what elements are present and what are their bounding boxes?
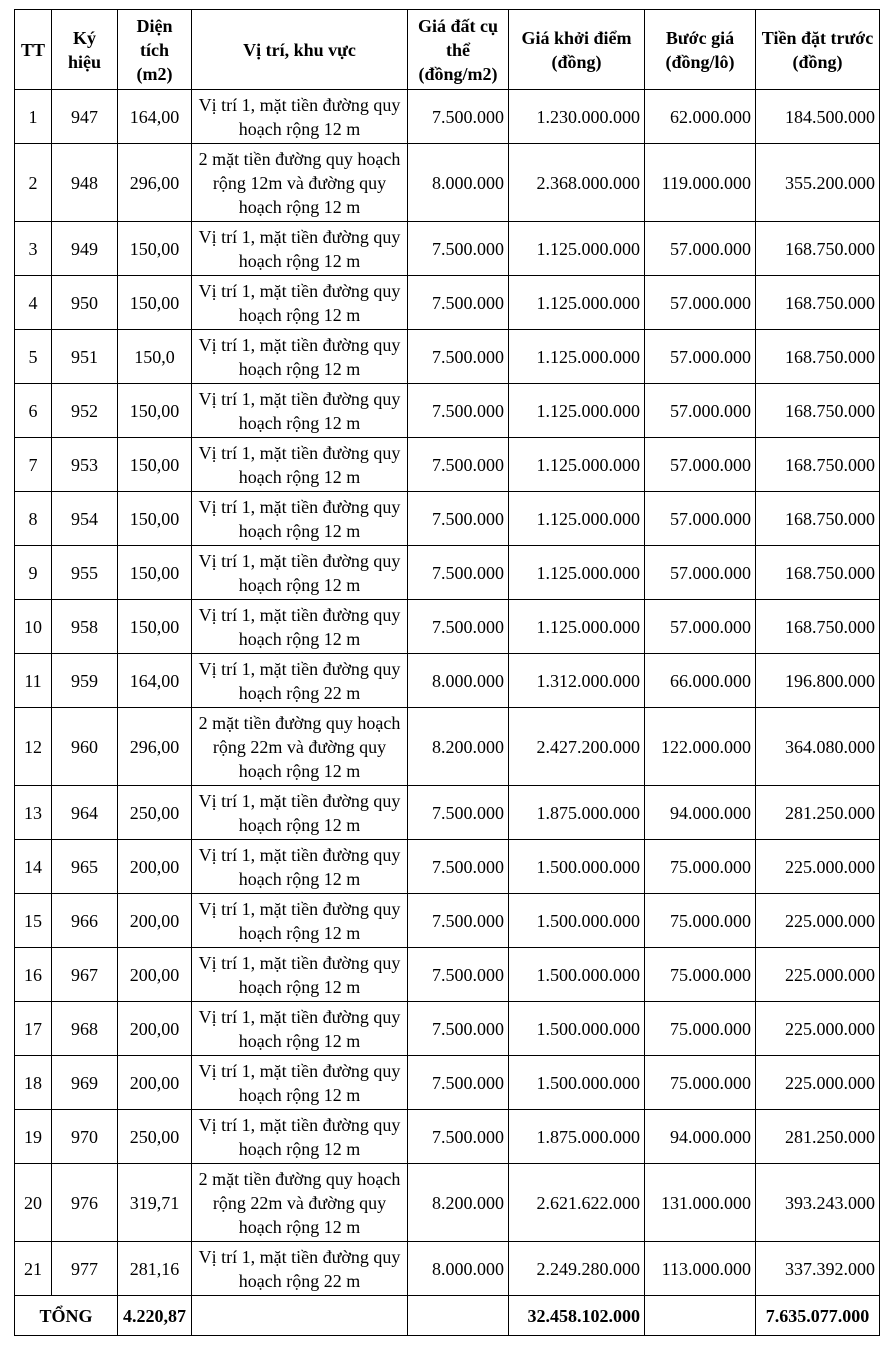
cell-gia-dat: 7.500.000 bbox=[408, 222, 509, 276]
cell-vi-tri: Vị trí 1, mặt tiền đường quy hoạch rộng 12 m bbox=[192, 546, 408, 600]
cell-buoc-gia: 57.000.000 bbox=[645, 384, 756, 438]
cell-ky-hieu: 947 bbox=[52, 90, 118, 144]
cell-gia-khoi-diem: 1.125.000.000 bbox=[509, 276, 645, 330]
cell-gia-dat: 7.500.000 bbox=[408, 1002, 509, 1056]
table-row bbox=[15, 90, 880, 144]
cell-tien-dat-truoc: 281.250.000 bbox=[756, 786, 880, 840]
cell-tien-dat-truoc: 168.750.000 bbox=[756, 438, 880, 492]
cell-ky-hieu: 967 bbox=[52, 948, 118, 1002]
cell-tien-dat-truoc: 225.000.000 bbox=[756, 1002, 880, 1056]
cell-gia-khoi-diem: 2.621.622.000 bbox=[509, 1164, 645, 1242]
cell-gia-khoi-diem: 1.125.000.000 bbox=[509, 546, 645, 600]
cell-tt: 14 bbox=[15, 840, 52, 894]
cell-tt: 5 bbox=[15, 330, 52, 384]
table-row bbox=[15, 600, 880, 654]
cell-gia-khoi-diem: 1.312.000.000 bbox=[509, 654, 645, 708]
table-row bbox=[15, 276, 880, 330]
cell-buoc-gia: 57.000.000 bbox=[645, 546, 756, 600]
cell-tien-dat-truoc: 225.000.000 bbox=[756, 894, 880, 948]
cell-tien-dat-truoc: 168.750.000 bbox=[756, 222, 880, 276]
cell-buoc-gia: 131.000.000 bbox=[645, 1164, 756, 1242]
cell-vi-tri: Vị trí 1, mặt tiền đường quy hoạch rộng 12 m bbox=[192, 276, 408, 330]
cell-tien-dat-truoc: 168.750.000 bbox=[756, 600, 880, 654]
cell-tt: 11 bbox=[15, 654, 52, 708]
cell-gia-khoi-diem: 1.500.000.000 bbox=[509, 894, 645, 948]
cell-tt: 13 bbox=[15, 786, 52, 840]
cell-dien-tich: 296,00 bbox=[118, 144, 192, 222]
header-gia-khoi-diem: Giá khởi điểm (đồng) bbox=[509, 10, 645, 90]
table-row bbox=[15, 492, 880, 546]
cell-tien-dat-truoc: 168.750.000 bbox=[756, 330, 880, 384]
cell-gia-dat: 7.500.000 bbox=[408, 600, 509, 654]
cell-buoc-gia: 57.000.000 bbox=[645, 276, 756, 330]
cell-vi-tri: Vị trí 1, mặt tiền đường quy hoạch rộng 12 m bbox=[192, 492, 408, 546]
cell-tien-dat-truoc: 168.750.000 bbox=[756, 546, 880, 600]
total-label: TỔNG bbox=[15, 1296, 118, 1336]
cell-tt: 6 bbox=[15, 384, 52, 438]
cell-gia-dat: 7.500.000 bbox=[408, 948, 509, 1002]
cell-gia-khoi-diem: 1.500.000.000 bbox=[509, 948, 645, 1002]
cell-ky-hieu: 968 bbox=[52, 1002, 118, 1056]
cell-tt: 17 bbox=[15, 1002, 52, 1056]
header-ky-hieu: Ký hiệu bbox=[52, 10, 118, 90]
cell-gia-khoi-diem: 1.125.000.000 bbox=[509, 600, 645, 654]
table-row bbox=[15, 1002, 880, 1056]
table-row bbox=[15, 438, 880, 492]
header-tt: TT bbox=[15, 10, 52, 90]
cell-buoc-gia: 57.000.000 bbox=[645, 330, 756, 384]
cell-dien-tich: 164,00 bbox=[118, 654, 192, 708]
table-row bbox=[15, 546, 880, 600]
cell-tien-dat-truoc: 225.000.000 bbox=[756, 948, 880, 1002]
cell-buoc-gia: 94.000.000 bbox=[645, 786, 756, 840]
cell-dien-tich: 164,00 bbox=[118, 90, 192, 144]
cell-dien-tich: 150,00 bbox=[118, 546, 192, 600]
total-row bbox=[15, 1296, 880, 1336]
header-vi-tri: Vị trí, khu vực bbox=[192, 10, 408, 90]
cell-gia-dat: 7.500.000 bbox=[408, 492, 509, 546]
cell-gia-khoi-diem: 2.427.200.000 bbox=[509, 708, 645, 786]
cell-gia-dat: 7.500.000 bbox=[408, 840, 509, 894]
cell-tt: 18 bbox=[15, 1056, 52, 1110]
cell-ky-hieu: 965 bbox=[52, 840, 118, 894]
table-row bbox=[15, 708, 880, 786]
cell-tien-dat-truoc: 337.392.000 bbox=[756, 1242, 880, 1296]
total-empty-cell bbox=[408, 1296, 509, 1336]
cell-gia-khoi-diem: 2.368.000.000 bbox=[509, 144, 645, 222]
cell-vi-tri: Vị trí 1, mặt tiền đường quy hoạch rộng 12 m bbox=[192, 330, 408, 384]
cell-vi-tri: 2 mặt tiền đường quy hoạch rộng 22m và đường quy hoạch rộng 12 m bbox=[192, 1164, 408, 1242]
cell-tt: 7 bbox=[15, 438, 52, 492]
cell-dien-tich: 200,00 bbox=[118, 840, 192, 894]
cell-dien-tich: 250,00 bbox=[118, 1110, 192, 1164]
cell-tt: 1 bbox=[15, 90, 52, 144]
header-tien-dat-truoc: Tiền đặt trước (đồng) bbox=[756, 10, 880, 90]
cell-buoc-gia: 75.000.000 bbox=[645, 1056, 756, 1110]
cell-buoc-gia: 122.000.000 bbox=[645, 708, 756, 786]
cell-buoc-gia: 75.000.000 bbox=[645, 948, 756, 1002]
cell-tt: 4 bbox=[15, 276, 52, 330]
table-row bbox=[15, 654, 880, 708]
table-row bbox=[15, 384, 880, 438]
cell-vi-tri: Vị trí 1, mặt tiền đường quy hoạch rộng 12 m bbox=[192, 384, 408, 438]
cell-buoc-gia: 75.000.000 bbox=[645, 840, 756, 894]
cell-gia-dat: 7.500.000 bbox=[408, 330, 509, 384]
cell-vi-tri: Vị trí 1, mặt tiền đường quy hoạch rộng 12 m bbox=[192, 786, 408, 840]
cell-gia-khoi-diem: 1.230.000.000 bbox=[509, 90, 645, 144]
cell-gia-dat: 7.500.000 bbox=[408, 1056, 509, 1110]
cell-tien-dat-truoc: 355.200.000 bbox=[756, 144, 880, 222]
cell-ky-hieu: 948 bbox=[52, 144, 118, 222]
cell-gia-dat: 7.500.000 bbox=[408, 384, 509, 438]
cell-buoc-gia: 57.000.000 bbox=[645, 600, 756, 654]
cell-gia-khoi-diem: 1.125.000.000 bbox=[509, 438, 645, 492]
table-row bbox=[15, 1164, 880, 1242]
cell-ky-hieu: 976 bbox=[52, 1164, 118, 1242]
cell-dien-tich: 200,00 bbox=[118, 948, 192, 1002]
cell-dien-tich: 319,71 bbox=[118, 1164, 192, 1242]
cell-tt: 12 bbox=[15, 708, 52, 786]
cell-dien-tich: 150,00 bbox=[118, 276, 192, 330]
cell-gia-dat: 7.500.000 bbox=[408, 438, 509, 492]
header-row bbox=[15, 10, 880, 90]
cell-buoc-gia: 66.000.000 bbox=[645, 654, 756, 708]
cell-vi-tri: Vị trí 1, mặt tiền đường quy hoạch rộng 12 m bbox=[192, 1110, 408, 1164]
table-row bbox=[15, 144, 880, 222]
cell-ky-hieu: 959 bbox=[52, 654, 118, 708]
cell-tt: 16 bbox=[15, 948, 52, 1002]
cell-tien-dat-truoc: 393.243.000 bbox=[756, 1164, 880, 1242]
cell-tt: 8 bbox=[15, 492, 52, 546]
cell-vi-tri: Vị trí 1, mặt tiền đường quy hoạch rộng 12 m bbox=[192, 222, 408, 276]
total-empty-cell bbox=[645, 1296, 756, 1336]
cell-ky-hieu: 952 bbox=[52, 384, 118, 438]
cell-ky-hieu: 964 bbox=[52, 786, 118, 840]
cell-buoc-gia: 57.000.000 bbox=[645, 492, 756, 546]
cell-tien-dat-truoc: 168.750.000 bbox=[756, 276, 880, 330]
cell-tt: 19 bbox=[15, 1110, 52, 1164]
cell-tien-dat-truoc: 184.500.000 bbox=[756, 90, 880, 144]
cell-tt: 10 bbox=[15, 600, 52, 654]
total-dien-tich: 4.220,87 bbox=[118, 1296, 192, 1336]
cell-gia-khoi-diem: 1.500.000.000 bbox=[509, 1002, 645, 1056]
cell-buoc-gia: 75.000.000 bbox=[645, 894, 756, 948]
cell-ky-hieu: 970 bbox=[52, 1110, 118, 1164]
cell-ky-hieu: 960 bbox=[52, 708, 118, 786]
cell-ky-hieu: 958 bbox=[52, 600, 118, 654]
cell-gia-khoi-diem: 1.125.000.000 bbox=[509, 492, 645, 546]
header-dien-tich: Diện tích (m2) bbox=[118, 10, 192, 90]
cell-gia-khoi-diem: 1.875.000.000 bbox=[509, 786, 645, 840]
cell-dien-tich: 250,00 bbox=[118, 786, 192, 840]
table-row bbox=[15, 786, 880, 840]
cell-tien-dat-truoc: 364.080.000 bbox=[756, 708, 880, 786]
cell-gia-khoi-diem: 1.125.000.000 bbox=[509, 330, 645, 384]
cell-vi-tri: Vị trí 1, mặt tiền đường quy hoạch rộng 22 m bbox=[192, 654, 408, 708]
cell-tien-dat-truoc: 168.750.000 bbox=[756, 492, 880, 546]
cell-tt: 15 bbox=[15, 894, 52, 948]
cell-vi-tri: 2 mặt tiền đường quy hoạch rộng 22m và đường quy hoạch rộng 12 m bbox=[192, 708, 408, 786]
cell-gia-khoi-diem: 2.249.280.000 bbox=[509, 1242, 645, 1296]
cell-dien-tich: 150,0 bbox=[118, 330, 192, 384]
table-row bbox=[15, 330, 880, 384]
cell-vi-tri: Vị trí 1, mặt tiền đường quy hoạch rộng 12 m bbox=[192, 948, 408, 1002]
cell-dien-tich: 150,00 bbox=[118, 222, 192, 276]
cell-vi-tri: Vị trí 1, mặt tiền đường quy hoạch rộng 12 m bbox=[192, 90, 408, 144]
cell-gia-dat: 7.500.000 bbox=[408, 546, 509, 600]
cell-tien-dat-truoc: 168.750.000 bbox=[756, 384, 880, 438]
table-row bbox=[15, 840, 880, 894]
cell-gia-dat: 7.500.000 bbox=[408, 276, 509, 330]
cell-dien-tich: 200,00 bbox=[118, 1002, 192, 1056]
cell-gia-khoi-diem: 1.125.000.000 bbox=[509, 222, 645, 276]
cell-vi-tri: Vị trí 1, mặt tiền đường quy hoạch rộng 12 m bbox=[192, 438, 408, 492]
header-buoc-gia: Bước giá (đồng/lô) bbox=[645, 10, 756, 90]
cell-buoc-gia: 94.000.000 bbox=[645, 1110, 756, 1164]
cell-tt: 3 bbox=[15, 222, 52, 276]
cell-buoc-gia: 113.000.000 bbox=[645, 1242, 756, 1296]
cell-ky-hieu: 969 bbox=[52, 1056, 118, 1110]
cell-buoc-gia: 57.000.000 bbox=[645, 222, 756, 276]
cell-ky-hieu: 950 bbox=[52, 276, 118, 330]
table-row bbox=[15, 948, 880, 1002]
cell-vi-tri: Vị trí 1, mặt tiền đường quy hoạch rộng 12 m bbox=[192, 894, 408, 948]
cell-gia-khoi-diem: 1.125.000.000 bbox=[509, 384, 645, 438]
cell-gia-dat: 8.000.000 bbox=[408, 1242, 509, 1296]
cell-vi-tri: Vị trí 1, mặt tiền đường quy hoạch rộng 12 m bbox=[192, 840, 408, 894]
cell-gia-dat: 7.500.000 bbox=[408, 894, 509, 948]
cell-vi-tri: Vị trí 1, mặt tiền đường quy hoạch rộng 12 m bbox=[192, 1056, 408, 1110]
cell-ky-hieu: 949 bbox=[52, 222, 118, 276]
cell-gia-dat: 7.500.000 bbox=[408, 1110, 509, 1164]
cell-gia-dat: 8.000.000 bbox=[408, 654, 509, 708]
cell-vi-tri: Vị trí 1, mặt tiền đường quy hoạch rộng 22 m bbox=[192, 1242, 408, 1296]
cell-dien-tich: 150,00 bbox=[118, 384, 192, 438]
cell-dien-tich: 150,00 bbox=[118, 438, 192, 492]
cell-gia-khoi-diem: 1.500.000.000 bbox=[509, 1056, 645, 1110]
table-row bbox=[15, 894, 880, 948]
cell-dien-tich: 200,00 bbox=[118, 1056, 192, 1110]
total-gia-khoi-diem: 32.458.102.000 bbox=[509, 1296, 645, 1336]
cell-vi-tri: 2 mặt tiền đường quy hoạch rộng 12m và đường quy hoạch rộng 12 m bbox=[192, 144, 408, 222]
cell-tt: 9 bbox=[15, 546, 52, 600]
cell-tien-dat-truoc: 281.250.000 bbox=[756, 1110, 880, 1164]
table-row bbox=[15, 1110, 880, 1164]
cell-ky-hieu: 977 bbox=[52, 1242, 118, 1296]
cell-vi-tri: Vị trí 1, mặt tiền đường quy hoạch rộng 12 m bbox=[192, 1002, 408, 1056]
cell-dien-tich: 296,00 bbox=[118, 708, 192, 786]
cell-buoc-gia: 119.000.000 bbox=[645, 144, 756, 222]
table-row bbox=[15, 1242, 880, 1296]
cell-ky-hieu: 953 bbox=[52, 438, 118, 492]
cell-dien-tich: 281,16 bbox=[118, 1242, 192, 1296]
cell-gia-dat: 8.200.000 bbox=[408, 708, 509, 786]
cell-buoc-gia: 57.000.000 bbox=[645, 438, 756, 492]
cell-gia-dat: 7.500.000 bbox=[408, 786, 509, 840]
cell-gia-dat: 7.500.000 bbox=[408, 90, 509, 144]
cell-ky-hieu: 966 bbox=[52, 894, 118, 948]
cell-gia-khoi-diem: 1.500.000.000 bbox=[509, 840, 645, 894]
cell-gia-khoi-diem: 1.875.000.000 bbox=[509, 1110, 645, 1164]
cell-ky-hieu: 955 bbox=[52, 546, 118, 600]
cell-tien-dat-truoc: 225.000.000 bbox=[756, 1056, 880, 1110]
cell-gia-dat: 8.200.000 bbox=[408, 1164, 509, 1242]
total-tien-dat-truoc: 7.635.077.000 bbox=[756, 1296, 880, 1336]
cell-tien-dat-truoc: 196.800.000 bbox=[756, 654, 880, 708]
cell-vi-tri: Vị trí 1, mặt tiền đường quy hoạch rộng 12 m bbox=[192, 600, 408, 654]
table-row bbox=[15, 1056, 880, 1110]
cell-dien-tich: 200,00 bbox=[118, 894, 192, 948]
cell-tt: 21 bbox=[15, 1242, 52, 1296]
table-row bbox=[15, 222, 880, 276]
cell-gia-dat: 8.000.000 bbox=[408, 144, 509, 222]
cell-tien-dat-truoc: 225.000.000 bbox=[756, 840, 880, 894]
cell-tt: 2 bbox=[15, 144, 52, 222]
land-auction-table bbox=[14, 9, 880, 1336]
cell-ky-hieu: 951 bbox=[52, 330, 118, 384]
total-empty-cell bbox=[192, 1296, 408, 1336]
cell-tt: 20 bbox=[15, 1164, 52, 1242]
cell-dien-tich: 150,00 bbox=[118, 492, 192, 546]
cell-buoc-gia: 62.000.000 bbox=[645, 90, 756, 144]
table-body bbox=[15, 90, 880, 1296]
cell-dien-tich: 150,00 bbox=[118, 600, 192, 654]
cell-ky-hieu: 954 bbox=[52, 492, 118, 546]
header-gia-dat: Giá đất cụ thể (đồng/m2) bbox=[408, 10, 509, 90]
cell-buoc-gia: 75.000.000 bbox=[645, 1002, 756, 1056]
